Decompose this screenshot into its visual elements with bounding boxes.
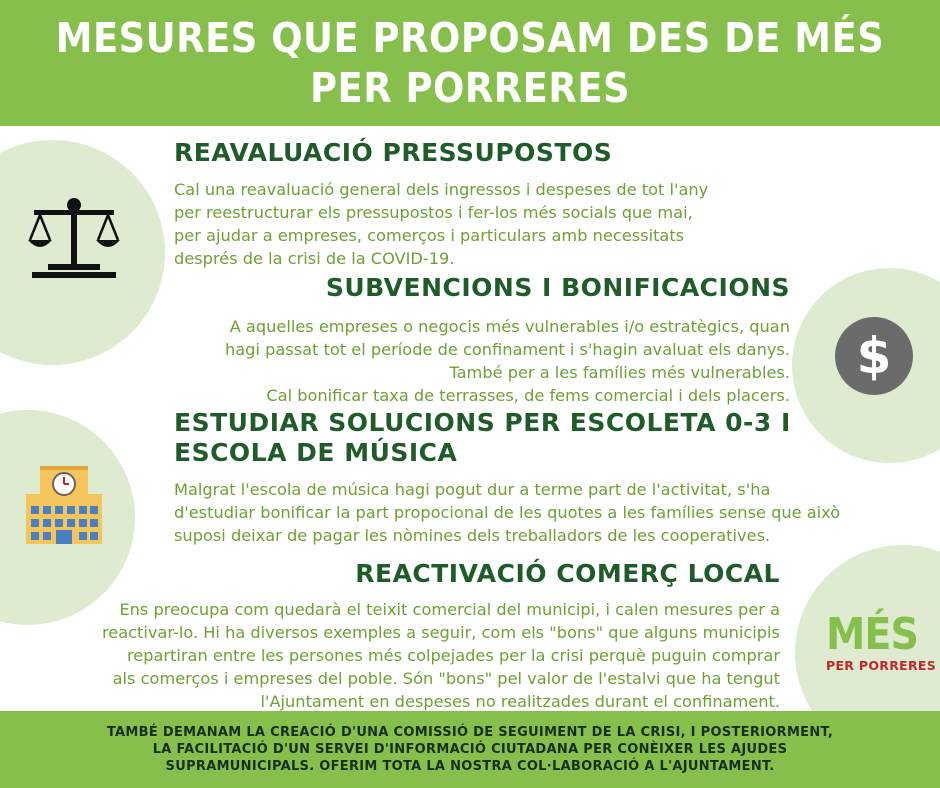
footer-banner [0, 711, 940, 788]
section-title-schools-line-2: ESCOLA DE MÚSICA [174, 438, 458, 467]
text-line: repartiran entre les persones més colpejades per la crisi perquè puguin comprar [126, 646, 780, 665]
footer-line: LA FACILITACIÓ D'UN SERVEI D'INFORMACIÓ CIUTADANA PER CONÈIXER LES AJUDES [152, 742, 788, 757]
mes-per-porreres-logo [826, 609, 937, 674]
section-text-local-commerce [102, 598, 780, 713]
dollar-symbol: $ [856, 327, 892, 385]
logo-sub-text: PER PORRERES [826, 658, 937, 673]
text-line: Cal una reavaluació general dels ingressos i despeses de tot l'any [174, 180, 709, 199]
section-title-schools-line-1: ESTUDIAR SOLUCIONS PER ESCOLETA 0-3 I [174, 408, 791, 437]
section-text-schools [174, 478, 840, 547]
dollar-icon [835, 317, 913, 395]
text-line: hagi passat tot el període de confinament i s'hagin avaluat els danys. [224, 340, 790, 359]
footer-line: TAMBÉ DEMANAM LA CREACIÓ D'UNA COMISSIÓ DE SEGUIMENT DE LA CRISI, I POSTERIORMENT, [106, 725, 834, 740]
text-line: També per a les famílies més vulnerables. [449, 363, 790, 382]
section-text-subsidies [225, 315, 790, 407]
section-title-budget: REAVALUACIÓ PRESSUPOSTOS [174, 138, 613, 167]
section-title-subsidies: SUBVENCIONS I BONIFICACIONS [325, 273, 790, 302]
text-line: als comerços i empreses del poble. Són "bons" pel valor de l'estalvi que ha tengut [112, 669, 780, 688]
footer-line: SUPRAMUNICIPALS. OFERIM TOTA LA NOSTRA COL·LABORACIÓ A L'AJUNTAMENT. [165, 759, 775, 774]
scales-icon [26, 196, 122, 280]
text-line: suposi deixar de pagar les nòmines dels treballadors de les cooperatives. [174, 526, 771, 545]
text-line: per ajudar a empreses, comerços i particulars amb necessitats [174, 226, 685, 245]
section-text-budget [174, 178, 708, 270]
text-line: Ens preocupa com quedarà el teixit comercial del municipi, i calen mesures per a [119, 600, 780, 619]
header-banner [0, 0, 940, 126]
text-line: Cal bonificar taxa de terrasses, de fems comercial i dels placers. [266, 386, 790, 405]
text-line: després de la crisi de la COVID-19. [174, 249, 455, 268]
text-line: per reestructurar els pressupostos i fer-los més socials que mai, [174, 203, 693, 222]
logo-main-text: MÉS [826, 609, 918, 660]
page-title-line-1: MESURES QUE PROPOSAM DES DE MÉS [55, 14, 885, 62]
page-title-line-2: PER PORRERES [309, 64, 631, 112]
text-line: reactivar-lo. Hi ha diversos exemples a seguir, com els "bons" que alguns municipis [101, 623, 780, 642]
school-building-icon [26, 466, 102, 546]
text-line: d'estudiar bonificar la part propocional de les quotes a les famílies sense que això [174, 503, 841, 522]
section-title-local-commerce: REACTIVACIÓ COMERÇ LOCAL [355, 559, 780, 588]
text-line: l'Ajuntament en despeses no realitzades durant el confinament. [260, 692, 780, 711]
text-line: Malgrat l'escola de música hagi pogut dur a terme part de l'activitat, s'ha [174, 480, 771, 499]
text-line: A aquelles empreses o negocis més vulnerables i/o estratègics, quan [229, 317, 790, 336]
